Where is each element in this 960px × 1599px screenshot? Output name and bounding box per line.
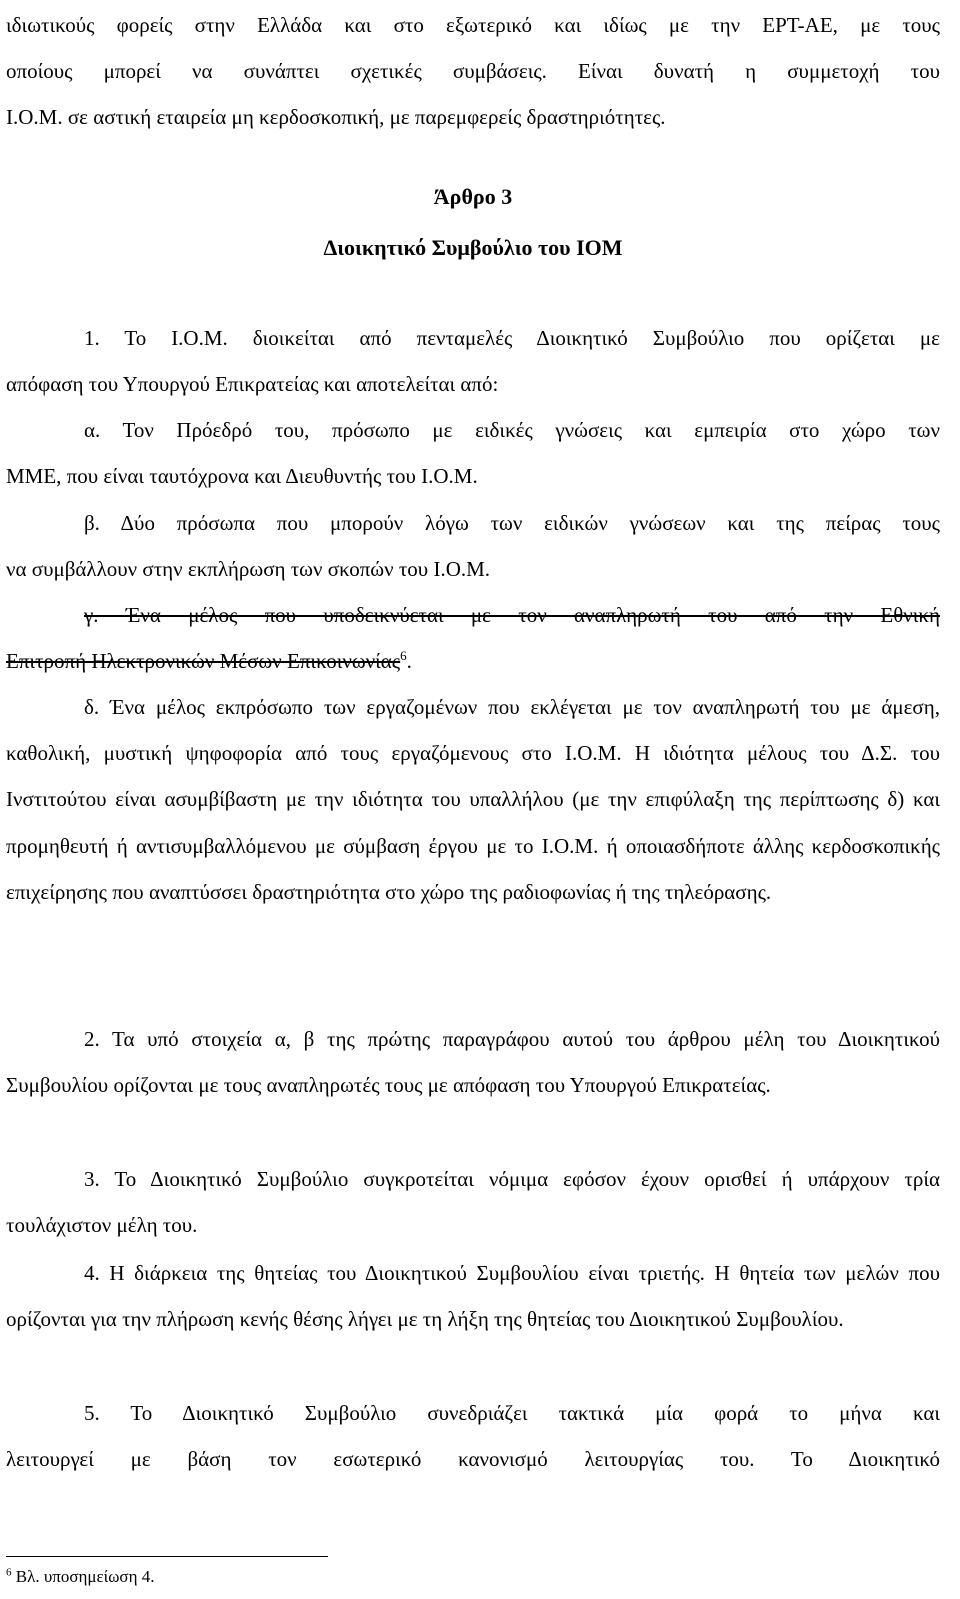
footnote-text: Βλ. υποσημείωση 4. [11, 1567, 155, 1586]
article-title: Διοικητικό Συμβούλιο του ΙΟΜ [323, 235, 623, 260]
item-a-line-2: ΜΜΕ, που είναι ταυτόχρονα και Διευθυντής του Ι.Ο.Μ. [6, 464, 478, 488]
paragraph-3: 3. Το Διοικητικό Συμβούλιο συγκροτείται νόμιμα εφόσον έχουν ορισθεί ή υπάρχουν τρία τουλάχιστον μέλη του. [6, 1167, 940, 1238]
item-d-paragraph: δ. Ένα μέλος εκπρόσωπο των εργαζομένων που εκλέγεται με τον αναπληρωτή του με άμεση, καθολική, μυστική ψηφοφορία από τους εργαζόμενους στο Ι.Ο.Μ. Η ιδιότητα μέλους του Δ.Σ. του Ινστιτούτου είναι ασυμβίβαστη με την ιδιότητα του υπαλλήλου (με την επιφύλαξη της περίπτωσης δ) και προμηθευτή ή αντισυμβαλλόμενου με σύμβαση έργου με το Ι.Ο.Μ. ή οποιασδήποτε άλλης κερδοσκοπικής επιχείρησης που αναπτύσσει δραστηριότητα στο χώρο της ραδιοφωνίας ή της τηλεόρασης. [6, 695, 940, 904]
paragraph-5-line-2: λειτουργεί με βάση τον εσωτερικό κανονισμό λειτουργίας του. Το Διοικητικό [6, 1447, 940, 1471]
item-a-line-1: α. Τον Πρόεδρό του, πρόσωπο με ειδικές γνώσεις και εμπειρία στο χώρο των [84, 418, 940, 442]
item-c-line-2 [6, 638, 940, 684]
paragraph-5-line-1: 5. Το Διοικητικό Συμβούλιο συνεδριάζει τακτικά μία φορά το μήνα και [84, 1401, 940, 1425]
item-c-text: Επιτροπή Ηλεκτρονικών Μέσων Επικοινωνίας [6, 649, 401, 673]
intro-line-3: Ι.Ο.Μ. σε αστική εταιρεία μη κερδοσκοπική, με παρεμφερείς δραστηριότητες. [6, 105, 666, 129]
paragraph-1-line-2: απόφαση του Υπουργού Επικρατείας και αποτελείται από: [6, 372, 499, 396]
item-b-line-2: να συμβάλλουν στην εκπλήρωση των σκοπών του Ι.Ο.Μ. [6, 557, 491, 581]
paragraph-1-line-1: 1. Το Ι.Ο.Μ. διοικείται από πενταμελές Διοικητικό Συμβούλιο που ορίζεται με [84, 326, 940, 350]
paragraph-2: 2. Τα υπό στοιχεία α, β της πρώτης παραγράφου αυτού του άρθρου μέλη του Διοικητικού Συμβουλίου ορίζονται με τους αναπληρωτές τους με απόφαση του Υπουργού Επικρατείας. [6, 1027, 940, 1098]
article-number: Άρθρο 3 [433, 184, 513, 209]
footnote [6, 1565, 154, 1589]
footnote-reference: 6 [400, 648, 407, 663]
item-b-line-1: β. Δύο πρόσωπα που μπορούν λόγω των ειδικών γνώσεων και της πείρας τους [84, 511, 940, 535]
footnote-number: 6 [6, 1566, 12, 1579]
intro-line-1: ιδιωτικούς φορείς στην Ελλάδα και στο εξωτερικό και ιδίως με την ΕΡΤ-ΑΕ, με τους [6, 13, 940, 37]
item-c-line-1: γ. Ένα μέλος που υποδεικνύεται με τον αναπληρωτή του από την Εθνική [84, 603, 940, 627]
footnote-separator [6, 1556, 328, 1557]
item-c-period: . [406, 649, 412, 673]
intro-line-2: οποίους μπορεί να συνάπτει σχετικές συμβάσεις. Είναι δυνατή η συμμετοχή του [6, 59, 940, 83]
paragraph-4: 4. Η διάρκεια της θητείας του Διοικητικού Συμβουλίου είναι τριετής. Η θητεία των μελών που ορίζονται για την πλήρωση κενής θέσης λήγει με τη λήξη της θητείας του Διοικητικού Συμβουλίου. [6, 1261, 940, 1332]
